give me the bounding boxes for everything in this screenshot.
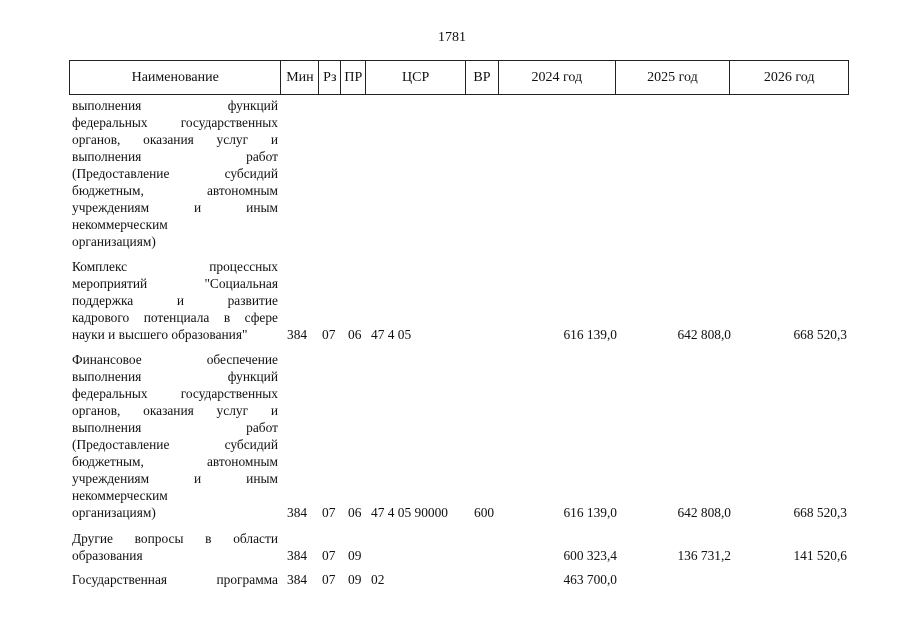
name-line: выполнения работ (72, 420, 278, 435)
name-line: Финансовое обеспечение (72, 352, 278, 367)
name-line: науки и высшего образования" (72, 327, 248, 342)
table-header (69, 60, 849, 95)
header-vr: ВР (466, 61, 499, 94)
name-line: органов, оказания услуг и (72, 132, 278, 147)
name-line: некоммерческим (72, 488, 168, 503)
name-line: Другие вопросы в области (72, 531, 278, 546)
header-rz: Рз (319, 61, 341, 94)
cell-pr: 06 (348, 327, 362, 342)
cell-2024: 616 139,0 (563, 505, 617, 520)
row-name (72, 351, 278, 521)
name-line: бюджетным, автономным (72, 183, 278, 198)
header-2026: 2026 год (763, 69, 815, 85)
cell-pr: 06 (348, 505, 362, 520)
name-line: (Предоставление субсидий (72, 437, 278, 452)
table-row (69, 258, 849, 343)
row-name (72, 530, 278, 564)
cell-2024: 600 323,4 (563, 548, 617, 563)
cell-csr: 47 4 05 (371, 327, 412, 342)
cell-pr: 09 (348, 548, 362, 563)
cell-rz: 07 (322, 572, 336, 587)
name-line: образования (72, 548, 143, 563)
row-name (72, 571, 278, 588)
cell-2024: 463 700,0 (563, 572, 617, 587)
header-pr: ПР (341, 61, 366, 94)
name-line: кадрового потенциала в сфере (72, 310, 278, 325)
name-line: организациям) (72, 505, 156, 520)
cell-rz: 07 (322, 505, 336, 520)
page-number: 1781 (438, 30, 466, 45)
name-line: бюджетным, автономным (72, 454, 278, 469)
name-line: федеральных государственных (72, 386, 278, 401)
name-line: учреждениям и иным (72, 471, 278, 486)
cell-pr: 09 (348, 572, 362, 587)
header-csr: ЦСР (366, 61, 466, 94)
row-name (72, 258, 278, 343)
cell-2025: 642 808,0 (677, 327, 731, 342)
table-row (69, 351, 849, 521)
cell-2026: 141 520,6 (793, 548, 847, 563)
cell-min: 384 (287, 505, 308, 520)
name-line: мероприятий "Социальная (72, 276, 278, 291)
name-line: Комплекс процессных (72, 259, 278, 274)
name-line: некоммерческим (72, 217, 168, 232)
name-line: поддержка и развитие (72, 293, 278, 308)
name-line: выполнения функций (72, 369, 278, 384)
cell-min: 384 (287, 327, 308, 342)
cell-vr: 600 (474, 505, 495, 520)
row-name (72, 97, 278, 250)
cell-2025: 642 808,0 (677, 505, 731, 520)
cell-2026: 668 520,3 (793, 505, 847, 520)
header-2024: 2024 год (499, 61, 616, 94)
cell-min: 384 (287, 572, 308, 587)
cell-2024: 616 139,0 (563, 327, 617, 342)
header-min: Мин (281, 61, 319, 94)
cell-min: 384 (287, 548, 308, 563)
cell-2026: 668 520,3 (793, 327, 847, 342)
cell-2025: 136 731,2 (677, 548, 731, 563)
cell-csr: 47 4 05 90000 (371, 505, 448, 520)
cell-csr: 02 (371, 572, 385, 587)
table-row (69, 97, 849, 250)
name-line: (Предоставление субсидий (72, 166, 278, 181)
name-line: федеральных государственных (72, 115, 278, 130)
cell-rz: 07 (322, 548, 336, 563)
table-row (69, 530, 849, 564)
table-row (69, 571, 849, 588)
name-line: Государственная программа (72, 572, 278, 587)
name-line: выполнения работ (72, 149, 278, 164)
name-line: выполнения функций (72, 98, 278, 113)
name-line: учреждениям и иным (72, 200, 278, 215)
header-2025: 2025 год (616, 61, 731, 94)
name-line: органов, оказания услуг и (72, 403, 278, 418)
header-name: Наименование (70, 61, 281, 94)
cell-rz: 07 (322, 327, 336, 342)
name-line: организациям) (72, 234, 156, 249)
